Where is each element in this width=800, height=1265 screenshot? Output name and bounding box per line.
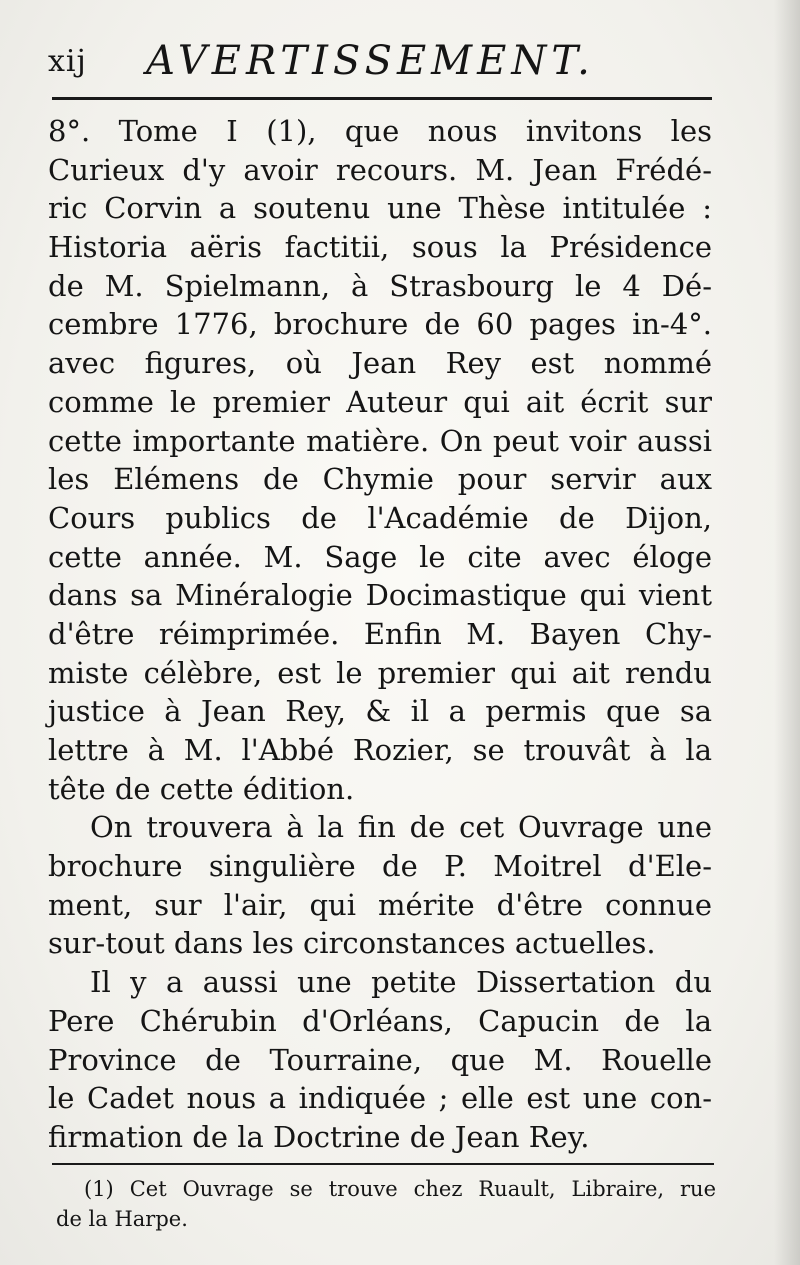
text-line: de M. Spielmann, à Strasbourg le 4 Dé- <box>48 268 712 303</box>
text-line: Historia aëris factitii, sous la Présidence <box>48 230 712 265</box>
text-line: miste célèbre, est le premier qui ait rendu <box>48 655 712 690</box>
paragraph-end-line: firmation de la Doctrine de Jean Rey. <box>48 1119 590 1154</box>
body-text <box>48 112 712 1157</box>
running-title: AVERTISSEMENT. <box>146 38 595 84</box>
paragraph-end-line: tête de cette édition. <box>48 771 355 806</box>
text-line: comme le premier Auteur qui ait écrit sur <box>48 384 712 419</box>
text-line: les Elémens de Chymie pour servir aux <box>48 462 712 497</box>
text-line: justice à Jean Rey, & il a permis que sa <box>48 694 712 729</box>
text-line: cembre 1776, brochure de 60 pages in-4°. <box>48 307 712 342</box>
page-edge-shadow <box>774 0 800 1265</box>
text-line: d'être réimprimée. Enfin M. Bayen Chy- <box>48 616 712 651</box>
footnote-line: (1) Cet Ouvrage se trouve chez Ruault, Libraire, rue <box>84 1177 716 1201</box>
text-line: Curieux d'y avoir recours. M. Jean Frédé- <box>48 152 712 187</box>
text-line: ment, sur l'air, qui mérite d'être connue <box>48 887 712 922</box>
text-line: Pere Chérubin d'Orléans, Capucin de la <box>48 1003 712 1038</box>
text-line: dans sa Minéralogie Docimastique qui vient <box>48 578 712 613</box>
paragraph-start-line: On trouvera à la fin de cet Ouvrage une <box>90 810 712 845</box>
text-line: Province de Tourraine, que M. Rouelle <box>48 1042 712 1077</box>
text-line: ric Corvin a soutenu une Thèse intitulée : <box>48 191 712 226</box>
text-line: lettre à M. l'Abbé Rozier, se trouvât à la <box>48 733 712 767</box>
text-line: avec figures, où Jean Rey est nommé <box>48 346 712 381</box>
paragraph-start-line: Il y a aussi une petite Dissertation du <box>90 965 712 1000</box>
page-number: xij <box>48 44 87 79</box>
text-line: le Cadet nous a indiquée ; elle est une con- <box>48 1081 712 1116</box>
page-header <box>48 38 712 86</box>
footnote-rule <box>52 1163 714 1165</box>
footnote-line: de la Harpe. <box>56 1207 188 1231</box>
text-line: cette importante matière. On peut voir aussi <box>48 423 712 458</box>
text-line: Cours publics de l'Académie de Dijon, <box>48 500 712 535</box>
paragraph-end-line: sur-tout dans les circonstances actuelles. <box>48 926 656 961</box>
text-line: brochure singulière de P. Moitrel d'Ele- <box>48 849 712 884</box>
text-line: 8°. Tome I (1), que nous invitons les <box>48 114 712 148</box>
header-rule <box>52 97 712 100</box>
text-line: cette année. M. Sage le cite avec éloge <box>48 539 712 574</box>
footnote <box>56 1174 716 1234</box>
